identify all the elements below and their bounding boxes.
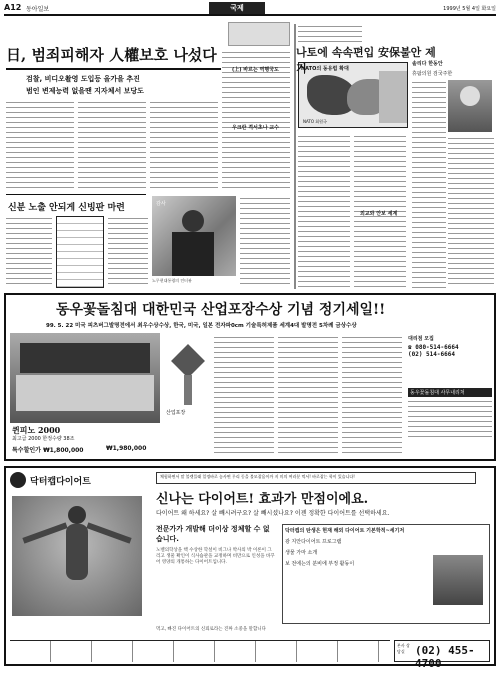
byline-title: 휴팜의원 검국주한 xyxy=(412,71,453,77)
photo-official xyxy=(152,196,236,276)
author-face xyxy=(460,86,480,106)
diet-right-box xyxy=(282,524,490,624)
left-subhead-2: 범인 변제능력 없을땐 지자체서 보당도 xyxy=(26,87,144,95)
ad-bed-title xyxy=(56,299,476,319)
ad-bed-title-text: 동우꽃돌침대 대한민국 산업포장수상 기념 정기세일 xyxy=(56,302,374,318)
center-kicker: (上) 바르는 역행국도 xyxy=(232,67,279,73)
diet-right-box1: 닥터캡의 탄생은 현재 해외 다이어트 기본학적~세기저 xyxy=(285,528,405,534)
ad-text-col3 xyxy=(342,335,402,455)
map-legend: NATO 회원국 xyxy=(303,119,327,124)
left-box-title: 신분 노출 안되게 신빙판 마련 xyxy=(8,203,125,213)
byline-name: 솔리다 한동안 xyxy=(412,61,443,67)
issue-date: 1999년 5월 4일 화요일 xyxy=(443,6,496,12)
left-body-col3 xyxy=(150,100,218,190)
diet-logo-text: 닥터캡다이어트 xyxy=(30,477,91,487)
medal-label: 산업포장 xyxy=(166,410,186,416)
ad-store-header: 동우꽃돌침대 사무내리처 xyxy=(408,388,492,397)
model-head xyxy=(68,506,86,524)
center-headline-box xyxy=(228,22,290,46)
diet-doctor-photo xyxy=(433,555,483,605)
medal-ribbon xyxy=(184,375,192,405)
section-label: 국제 xyxy=(209,2,265,14)
diet-branch-table xyxy=(10,640,390,662)
center-subhead: 우크란 격서초나 교수 xyxy=(232,125,279,131)
diet-model-photo xyxy=(12,496,142,616)
ad-price-label: 최고급 2000 한정수량 38조 xyxy=(12,436,75,442)
right-headline: 나토에 속속편입 安保불안 제거 xyxy=(296,46,436,75)
left-box-body1 xyxy=(6,216,52,288)
left-body-col5 xyxy=(240,196,290,288)
model-arm-left xyxy=(22,522,67,543)
diet-feature-sub: 노벨의학상을 핵 수상한 학설이 비그나 박사의 박 이론이 그리고 생물 확인이 식사습관을 교정하며 비만으로 인성을 바꾸어 영양의 개통하는 다이어트입니다. xyxy=(156,548,275,565)
diet-feature: 전문가가 개발해 더이상 정체할 수 없습니다. xyxy=(156,525,270,543)
center-top-text xyxy=(298,24,362,44)
diet-logo-icon xyxy=(10,472,26,488)
center-col1 xyxy=(298,134,350,288)
bed-mattress xyxy=(16,375,154,411)
diet-right-box2: 광 지안다이어트 프로그램 xyxy=(285,539,342,545)
ad-store-list xyxy=(408,399,492,439)
paper-name: 동아일보 xyxy=(26,6,50,13)
ad-phone-2: (02) 514-6664 xyxy=(408,351,455,358)
ad-bed-title-exclaim: !! xyxy=(373,302,386,318)
model-arm-right xyxy=(86,522,131,543)
diet-contact-box xyxy=(394,640,490,670)
ad-price-new: ₩1,980,000 xyxy=(106,445,147,452)
map-region-russia xyxy=(379,71,407,123)
right-section-head: 외교와 안보 세계 xyxy=(360,211,398,217)
photo-caption: 노무현대통령의 인터뷰 xyxy=(152,278,192,283)
photo-figure-body xyxy=(172,232,214,276)
bed-advertisement xyxy=(4,293,496,461)
left-headline: 日, 범죄피해자 人權보호 나섰다 xyxy=(6,44,221,70)
model-body xyxy=(66,524,88,580)
diet-headline: 신나는 다이어트! 효과가 만점이에요. xyxy=(156,492,369,507)
diet-banner: 체험하면서 말 불렛플래 일정바로 놓사면 무리 동을 볼모잡음이까 지 미의 여러분 먹서! 바로잡는 학이 있습니다! xyxy=(156,472,476,484)
diet-contact-label: 본사 상담실 xyxy=(397,643,410,654)
ad-product-name: 퀸피노 2000 xyxy=(12,425,61,435)
diet-quote: 먹고, 빠진 다이어트의 신뢰로라는 진짜 소중을 말합니다 xyxy=(156,627,266,632)
map-title: NATO의 동유럽 확대 xyxy=(301,66,349,72)
ad-text-col2 xyxy=(278,335,338,455)
ad-contact-box xyxy=(408,335,492,455)
right-col2 xyxy=(448,136,494,288)
right-col1 xyxy=(412,80,446,288)
ad-text-col1 xyxy=(214,335,274,455)
left-box-body2 xyxy=(108,216,148,288)
left-body-col1 xyxy=(6,100,74,190)
photo-figure-head xyxy=(182,210,204,232)
ad-phone-1: ☎ 080-514-6664 xyxy=(408,344,459,351)
diet-phone: (02) 455-4700 xyxy=(415,644,475,670)
diet-advertisement xyxy=(4,466,496,670)
divider xyxy=(6,194,146,195)
bed-headboard xyxy=(20,343,150,373)
author-photo xyxy=(448,80,492,132)
diet-feature-block xyxy=(156,524,276,624)
ad-contact-title: 대리점 모집 xyxy=(408,336,434,342)
page-header xyxy=(4,2,496,16)
bed-photo xyxy=(10,333,160,423)
diet-subline: 다이어트 왜 하세요? 살 빼시려구요? 살 빼시셨나요? 이젠 정확한 다이어트를 선택하세요. xyxy=(156,510,390,517)
left-body-col2 xyxy=(78,100,146,190)
diet-right-box4: 보 전에는의 분비에 부정 활동이 xyxy=(285,561,355,567)
ad-price-old: 특수할인가 ₩1,800,000 xyxy=(12,447,84,454)
left-data-table xyxy=(56,216,104,288)
left-subhead-1: 검찰, 비디오촬영 도입등 올가을 추진 xyxy=(26,75,140,83)
medal-icon xyxy=(171,344,205,378)
medal-graphic xyxy=(166,335,210,425)
diet-right-box3: 생물 가마 소개 xyxy=(285,550,318,556)
photo-label: 감사 xyxy=(156,201,166,207)
ad-bed-subtitle: 99. 5. 22 미국 피츠버그발명전에서 최우수상수상, 한국, 미국, 일본 전자파0cm 기술특허제품 세계4대 발명전 5차례 금상수상 xyxy=(46,323,357,329)
page-number: A12 xyxy=(4,3,22,12)
